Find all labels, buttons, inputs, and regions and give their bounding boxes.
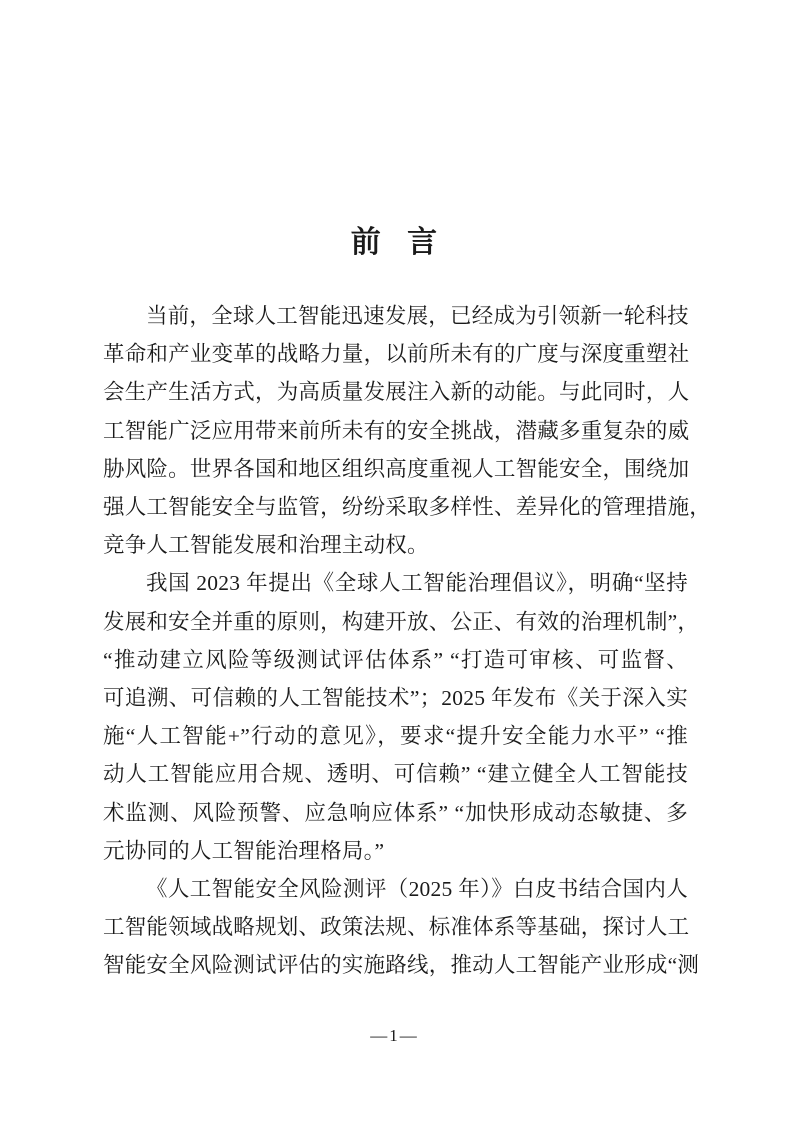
text-line: “推动建立风险等级测试评估体系” “打造可审核、可监督、 [103, 647, 688, 672]
text-line: 革命和产业变革的战略力量，以前所未有的广度与深度重塑社 [103, 342, 690, 367]
text-line: 动人工智能应用合规、透明、可信赖” “建立健全人工智能技 [103, 762, 688, 787]
paragraph [103, 297, 712, 564]
text-line: 发展和安全并重的原则，构建开放、公正、有效的治理机制”， [103, 609, 700, 634]
text-line: 元协同的人工智能治理格局。” [103, 838, 385, 863]
page-title: 前 言 [350, 226, 439, 259]
text-line: 施“人工智能+”行动的意见》，要求“提升安全能力水平” “推 [103, 724, 688, 749]
paragraph [103, 870, 700, 985]
text-line: 可追溯、可信赖的人工智能技术”；2025 年发布《关于深入实 [103, 686, 688, 711]
text-line: 会生产生活方式，为高质量发展注入新的动能。与此同时，人 [103, 380, 690, 405]
paragraph [103, 564, 700, 870]
text-line: 工智能领域战略规划、政策法规、标准体系等基础，探讨人工 [103, 915, 690, 940]
text-line: 《人工智能安全风险测评（2025 年）》白皮书结合国内人 [146, 877, 688, 902]
page-number: —1— [370, 1026, 419, 1045]
text-line: 智能安全风险测试评估的实施路线，推动人工智能产业形成“测 [103, 953, 700, 978]
text-line: 术监测、风险预警、应急响应体系” “加快形成动态敏捷、多 [103, 800, 688, 825]
text-line: 胁风险。世界各国和地区组织高度重视人工智能安全，围绕加 [103, 456, 690, 481]
text-line: 当前，全球人工智能迅速发展，已经成为引领新一轮科技 [146, 304, 689, 328]
text-line: 强人工智能安全与监管，纷纷采取多样性、差异化的管理措施， [103, 495, 712, 520]
document-body [103, 297, 712, 985]
text-line: 工智能广泛应用带来前所未有的安全挑战，潜藏多重复杂的威 [103, 418, 690, 443]
text-line: 我国 2023 年提出《全球人工智能治理倡议》，明确“坚持 [146, 571, 688, 596]
text-line: 竞争人工智能发展和治理主动权。 [103, 533, 429, 558]
